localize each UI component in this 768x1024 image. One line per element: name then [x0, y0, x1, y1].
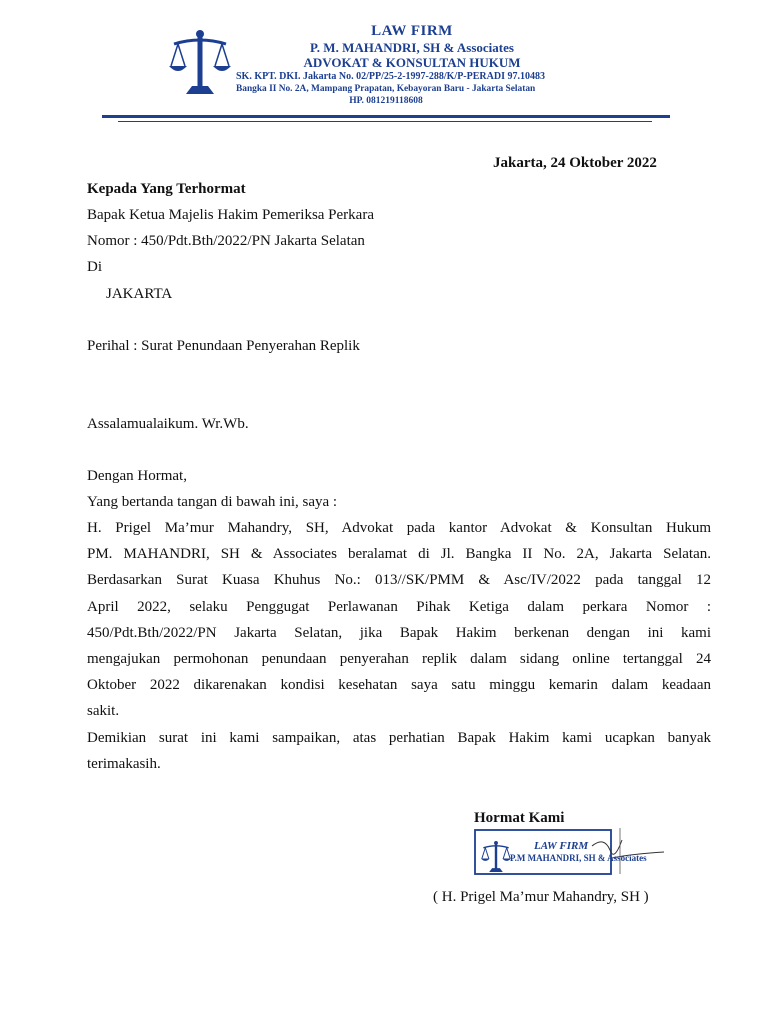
sign-off: Hormat Kami	[474, 810, 565, 826]
closing-line: Demikian surat ini kami sampaikan, atas perhatian Bapak Hakim kami ucapkan banyak	[87, 729, 711, 746]
letterhead-heading	[232, 22, 592, 71]
letterhead-address: Bangka II No. 2A, Mampang Prapatan, Kebayoran Baru - Jakarta Selatan	[236, 84, 536, 94]
recipient-line-3: Di	[87, 259, 102, 275]
recipient-greeting: Kepada Yang Terhormat	[87, 181, 246, 197]
body-line: H. Prigel Ma’mur Mahandry, SH, Advokat pada kantor Advokat & Konsultan Hukum	[87, 520, 711, 536]
body-line: 450/Pdt.Bth/2022/PN Jakarta Selatan, jika Bapak Hakim berkenan dengan ini kami	[87, 624, 711, 641]
letterhead-subtitle: ADVOKAT & KONSULTAN HUKUM	[303, 55, 521, 70]
recipient-line-1: Bapak Ketua Majelis Hakim Pemeriksa Perkara	[87, 207, 374, 223]
recipient-line-2: Nomor : 450/Pdt.Bth/2022/PN Jakarta Selatan	[87, 233, 365, 249]
stamp-title: LAW FIRM	[534, 840, 589, 852]
letter-date: Jakarta, 24 Oktober 2022	[493, 155, 657, 171]
stamp-scales-icon	[480, 840, 512, 874]
letterhead-rule-thick	[102, 115, 670, 118]
scales-of-justice-icon	[168, 28, 232, 98]
recipient-city: JAKARTA	[106, 286, 173, 302]
closing-line: terimakasih.	[87, 755, 161, 772]
letter-opening: Dengan Hormat,	[87, 468, 187, 484]
body-line: Berdasarkan Surat Kuasa Khuhus No.: 013//SK/PMM & Asc/IV/2022 pada tanggal 12	[87, 572, 711, 589]
letterhead	[0, 0, 768, 130]
letter-intro: Yang bertanda tangan di bawah ini, saya :	[87, 494, 338, 510]
body-line: April 2022, selaku Penggugat Perlawanan Pihak Ketiga dalam perkara Nomor :	[87, 598, 711, 615]
letterhead-firm-name: P. M. MAHANDRI, SH & Associates	[310, 40, 514, 55]
letter-subject: Perihal : Surat Penundaan Penyerahan Replik	[87, 338, 360, 354]
letterhead-phone: HP. 081219118608	[349, 96, 423, 106]
letterhead-title: LAW FIRM	[371, 23, 453, 39]
letter-salam: Assalamualaikum. Wr.Wb.	[87, 416, 249, 432]
body-line: PM. MAHANDRI, SH & Associates beralamat di Jl. Bangka II No. 2A, Jakarta Selatan.	[87, 546, 711, 563]
body-line: sakit.	[87, 703, 120, 720]
letterhead-rule-thin	[118, 121, 652, 122]
body-line: Oktober 2022 dikarenakan kondisi kesehatan saya satu minggu kemarin dalam keadaan	[87, 677, 711, 694]
stamp-name: P.M MAHANDRI, SH & Associates	[510, 853, 647, 863]
body-line: mengajukan permohonan penundaan penyerahan replik dalam sidang online tertanggal 24	[87, 651, 711, 668]
letter-body	[87, 515, 711, 777]
letterhead-sk: SK. KPT. DKI. Jakarta No. 02/PP/25-2-1997-288/K/P-PERADI 97.10483	[236, 71, 545, 82]
signatory-name: ( H. Prigel Ma’mur Mahandry, SH )	[433, 889, 649, 905]
